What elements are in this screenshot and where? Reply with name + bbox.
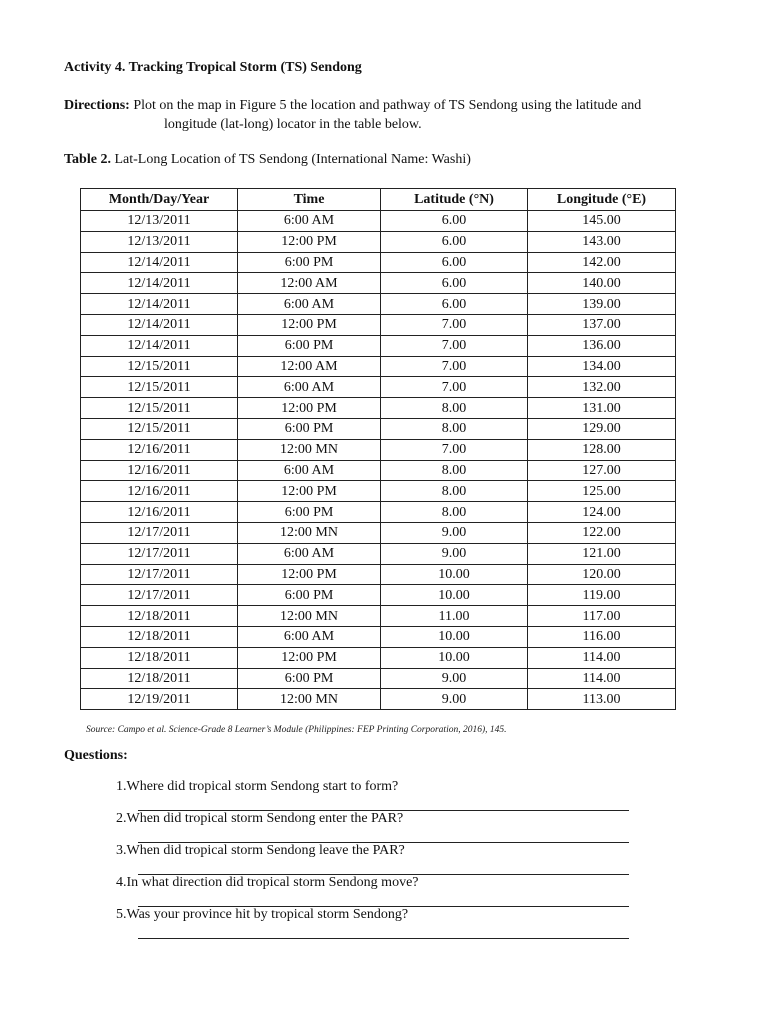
cell-longitude: 113.00 — [528, 689, 676, 710]
cell-latitude: 6.00 — [381, 231, 528, 252]
cell-date: 12/17/2011 — [81, 543, 238, 564]
cell-latitude: 6.00 — [381, 252, 528, 273]
cell-longitude: 124.00 — [528, 502, 676, 523]
cell-time: 12:00 PM — [238, 647, 381, 668]
cell-time: 12:00 PM — [238, 564, 381, 585]
cell-time: 6:00 PM — [238, 585, 381, 606]
cell-time: 12:00 MN — [238, 439, 381, 460]
table-row — [81, 502, 676, 523]
directions-line2: longitude (lat-long) locator in the table below. — [164, 117, 422, 132]
cell-latitude: 7.00 — [381, 439, 528, 460]
cell-date: 12/16/2011 — [81, 439, 238, 460]
cell-date: 12/19/2011 — [81, 689, 238, 710]
directions — [64, 96, 641, 134]
cell-date: 12/14/2011 — [81, 335, 238, 356]
cell-date: 12/16/2011 — [81, 460, 238, 481]
cell-latitude: 6.00 — [381, 294, 528, 315]
cell-longitude: 127.00 — [528, 460, 676, 481]
header-time: Time — [238, 189, 381, 211]
table-row — [81, 273, 676, 294]
table-caption-text: Lat-Long Location of TS Sendong (International Name: Washi) — [110, 152, 471, 167]
cell-longitude: 117.00 — [528, 606, 676, 627]
table-row — [81, 522, 676, 543]
cell-time: 12:00 PM — [238, 481, 381, 502]
cell-longitude: 120.00 — [528, 564, 676, 585]
table-row — [81, 439, 676, 460]
directions-label: Directions: — [64, 98, 130, 113]
cell-longitude: 116.00 — [528, 626, 676, 647]
cell-latitude: 6.00 — [381, 273, 528, 294]
cell-time: 6:00 AM — [238, 626, 381, 647]
cell-time: 6:00 AM — [238, 543, 381, 564]
cell-latitude: 7.00 — [381, 377, 528, 398]
table-caption-label: Table 2. — [64, 152, 111, 167]
table-row — [81, 398, 676, 419]
cell-date: 12/18/2011 — [81, 606, 238, 627]
cell-latitude: 7.00 — [381, 314, 528, 335]
table-row — [81, 543, 676, 564]
question-4: 4.In what direction did tropical storm Sendong move? — [116, 875, 419, 890]
cell-longitude: 129.00 — [528, 418, 676, 439]
cell-date: 12/14/2011 — [81, 273, 238, 294]
cell-date: 12/15/2011 — [81, 398, 238, 419]
table-row — [81, 460, 676, 481]
cell-longitude: 136.00 — [528, 335, 676, 356]
table-caption — [64, 152, 471, 168]
cell-time: 6:00 PM — [238, 502, 381, 523]
table-row — [81, 626, 676, 647]
cell-date: 12/14/2011 — [81, 314, 238, 335]
cell-longitude: 137.00 — [528, 314, 676, 335]
header-latitude: Latitude (°N) — [381, 189, 528, 211]
cell-longitude: 128.00 — [528, 439, 676, 460]
cell-time: 12:00 PM — [238, 398, 381, 419]
question-3: 3.When did tropical storm Sendong leave the PAR? — [116, 843, 405, 858]
cell-date: 12/17/2011 — [81, 564, 238, 585]
source-note: Source: Campo et al. Science-Grade 8 Learner’s Module (Philippines: FEP Printing Corporation, 2016), 145. — [86, 725, 507, 735]
cell-longitude: 131.00 — [528, 398, 676, 419]
cell-time: 6:00 AM — [238, 211, 381, 232]
question-5: 5.Was your province hit by tropical storm Sendong? — [116, 907, 409, 922]
cell-time: 12:00 MN — [238, 522, 381, 543]
cell-date: 12/14/2011 — [81, 294, 238, 315]
cell-longitude: 140.00 — [528, 273, 676, 294]
cell-time: 6:00 PM — [238, 668, 381, 689]
table-row — [81, 252, 676, 273]
table-row — [81, 314, 676, 335]
table-row — [81, 211, 676, 232]
cell-latitude: 8.00 — [381, 398, 528, 419]
header-longitude: Longitude (°E) — [528, 189, 676, 211]
cell-time: 12:00 AM — [238, 356, 381, 377]
cell-latitude: 10.00 — [381, 626, 528, 647]
table-row — [81, 564, 676, 585]
cell-longitude: 134.00 — [528, 356, 676, 377]
cell-latitude: 10.00 — [381, 585, 528, 606]
table-row — [81, 647, 676, 668]
answer-line-5[interactable] — [138, 938, 629, 939]
cell-time: 6:00 PM — [238, 252, 381, 273]
cell-time: 12:00 MN — [238, 689, 381, 710]
directions-line1: Plot on the map in Figure 5 the location and pathway of TS Sendong using the latitude and — [129, 98, 642, 113]
table-row — [81, 356, 676, 377]
cell-time: 6:00 AM — [238, 460, 381, 481]
table-row — [81, 606, 676, 627]
table-row — [81, 231, 676, 252]
cell-longitude: 119.00 — [528, 585, 676, 606]
table-row — [81, 294, 676, 315]
cell-longitude: 121.00 — [528, 543, 676, 564]
cell-longitude: 132.00 — [528, 377, 676, 398]
cell-date: 12/15/2011 — [81, 356, 238, 377]
cell-time: 6:00 AM — [238, 377, 381, 398]
cell-date: 12/13/2011 — [81, 211, 238, 232]
question-2: 2.When did tropical storm Sendong enter the PAR? — [116, 811, 404, 826]
question-1: 1.Where did tropical storm Sendong start to form? — [116, 779, 399, 794]
cell-date: 12/18/2011 — [81, 626, 238, 647]
cell-time: 12:00 PM — [238, 231, 381, 252]
cell-date: 12/15/2011 — [81, 377, 238, 398]
cell-latitude: 8.00 — [381, 481, 528, 502]
cell-latitude: 8.00 — [381, 460, 528, 481]
table-row — [81, 585, 676, 606]
table-row — [81, 377, 676, 398]
table-row — [81, 689, 676, 710]
cell-longitude: 125.00 — [528, 481, 676, 502]
header-date: Month/Day/Year — [81, 189, 238, 211]
cell-latitude: 7.00 — [381, 335, 528, 356]
table-header-row — [81, 189, 676, 211]
cell-date: 12/16/2011 — [81, 481, 238, 502]
cell-date: 12/17/2011 — [81, 522, 238, 543]
cell-time: 6:00 PM — [238, 418, 381, 439]
cell-time: 12:00 MN — [238, 606, 381, 627]
cell-longitude: 122.00 — [528, 522, 676, 543]
cell-time: 12:00 AM — [238, 273, 381, 294]
cell-longitude: 142.00 — [528, 252, 676, 273]
cell-latitude: 8.00 — [381, 502, 528, 523]
cell-latitude: 10.00 — [381, 647, 528, 668]
cell-latitude: 9.00 — [381, 543, 528, 564]
cell-date: 12/17/2011 — [81, 585, 238, 606]
cell-time: 6:00 AM — [238, 294, 381, 315]
cell-latitude: 8.00 — [381, 418, 528, 439]
cell-latitude: 11.00 — [381, 606, 528, 627]
cell-date: 12/15/2011 — [81, 418, 238, 439]
cell-latitude: 7.00 — [381, 356, 528, 377]
cell-latitude: 9.00 — [381, 522, 528, 543]
cell-date: 12/18/2011 — [81, 668, 238, 689]
cell-latitude: 9.00 — [381, 668, 528, 689]
table-row — [81, 668, 676, 689]
questions-heading: Questions: — [64, 748, 128, 763]
table-row — [81, 481, 676, 502]
cell-latitude: 9.00 — [381, 689, 528, 710]
cell-latitude: 6.00 — [381, 211, 528, 232]
cell-time: 12:00 PM — [238, 314, 381, 335]
cell-longitude: 145.00 — [528, 211, 676, 232]
table-row — [81, 418, 676, 439]
cell-time: 6:00 PM — [238, 335, 381, 356]
cell-longitude: 114.00 — [528, 668, 676, 689]
table-row — [81, 335, 676, 356]
cell-latitude: 10.00 — [381, 564, 528, 585]
cell-longitude: 143.00 — [528, 231, 676, 252]
activity-title: Activity 4. Tracking Tropical Storm (TS) Sendong — [64, 60, 362, 75]
cell-date: 12/16/2011 — [81, 502, 238, 523]
cell-date: 12/13/2011 — [81, 231, 238, 252]
cell-longitude: 139.00 — [528, 294, 676, 315]
lat-long-table — [80, 188, 676, 710]
cell-longitude: 114.00 — [528, 647, 676, 668]
cell-date: 12/14/2011 — [81, 252, 238, 273]
cell-date: 12/18/2011 — [81, 647, 238, 668]
